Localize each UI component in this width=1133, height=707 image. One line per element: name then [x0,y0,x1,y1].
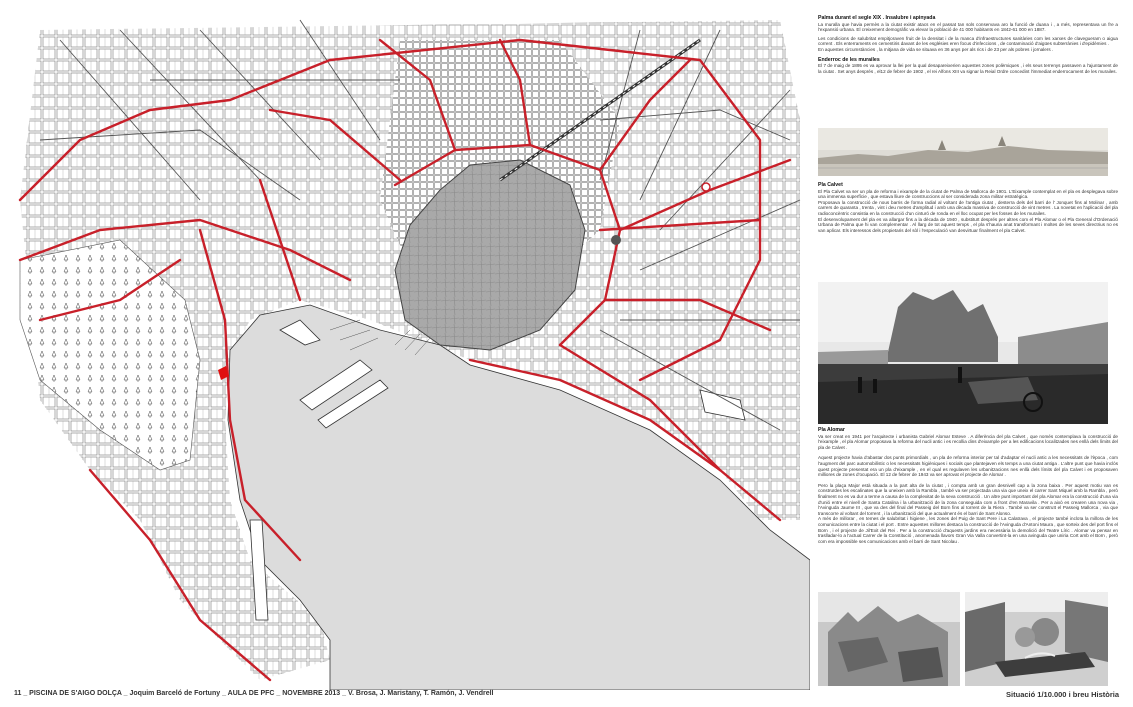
section-heading: Enderroc de les murailes [818,56,880,63]
alomar-column [818,428,1118,549]
roundabout [611,235,621,245]
history-column [818,16,1118,79]
section-paragraph: En aquestes circumstàncies , la mitjana de vida se situava en 36 anys per als rics i de 23 per als pobres i jornalers . [818,46,1054,52]
section-paragraph: Pero la plaça Major està situada a la part alta de la ciutat , i compta amb un gran desnivell cap a la zona baixa . Per aquest motiu van es construïdes les escalinates que la uneixen amb la Rambla , també va ser projectada una via que uneix el carrer Sant Miquel amb la Rambla , però finalment no es va dur a terme a causa de la complexitat de la seva construcció . Un altre punt important del pla Alomar era la construcció d'una via d'unió entre el nivell de Santa Catalina i la urbanització de la zona conseguida com a front d'en Maravila . Per a això es crearen una nova via , l'Avinguda Jaume III , que va des del final del Passeig del Born fins al torrent de la Riera . També va ser construït el Passeig Mallorca , via que transcorre al voltant del torrent , i la urbanització del que actualment és el barri de Sant Alonso. [818,482,1118,516]
section-paragraph: El 7 de maig de 1895 es va aprovar la llei per la qual desapareixerien aquestes zones polèmiques , i els seus terrenys passaven a l'ajuntament de la ciutat . Set anys després , el12 de febrer de 1902 , el rei Alfons XIII va signar la Reial Ordre concedint l'immediat enderrocament de les murailes. [818,63,1118,74]
section-paragraph: El desenvolupament del pla es va allargar fins a la dècada de 1940 , substituït després per altres com el Pla Alomar o el Pla General d'Ordenació Urbana de Palma que hi van complementar . Al llarg de tot aquest temps , el pla s'hauria anat transformant i moltes de les seves directrius no es van aplicar. Els interessos dels propietaris del sòl i l'especulació van desvirtuar finalment el pla Calvet. [818,216,1118,233]
panorama-engraving [818,128,1108,176]
footer-credits: 11 _ PISCINA DE S'AIGO DOLÇA _ Joquim Barceló de Fortuny _ AULA DE PFC _ NOVEMBRE 2013 _ V. Brosa, J. Maristany, T. Ramón, J. Vendrell [14,690,494,697]
plans-column [818,183,1118,238]
cathedral-photo [818,282,1108,424]
section-paragraph: Va ser creat en 1941 per l'arquitecte i urbanista Gabriel Alomar Esteve . A diferència del pla Calvet , que només contemplava la construcció de l'eixample , el pla Alomar proposava la reforma del nucli antic i es recollia dins d'eixample per a les edificacions localitzades nes enllà dels límits del pla de Calvet . [818,433,1118,450]
section-paragraph: A més de millorar , en temes de salubritat i higiene , les zones del Puig de Sant Pere i La Calatrava , el projecte també incloïa la millora de les comunicacions entre la ciutat i el port . Entre aquestes millores destaca la construcció de l'Avinguda d'Antoni Maura , que sorteix des del port fins el Born , i el projecte de Jil'Exit del Rei . Per a la construcció d'aquests jardins era necessària la demolició del Teatre Líric . Alomar va pensar en traslladar-lo a l'actual Carrer de la Constitució , anomenada llavors Gran Via Valla convertint-la en una avinguda que uniria Cort amb el Born , però com era impossible ses comunicacions amb el barri de Sant Nicolau . [818,516,1118,544]
section-paragraph: Proposava la construcció de nous barris de forma radial al voltant de l'antiga ciutat , desterra dels del barri de l' Jonquet fins al Molinar , amb carrers de quaranta , trenta , vint i deu metres d'amplitud i amb una dècada massiva de construcció de vint metres . La novetat en l'aplicació del pla radioconcèntric consistia en la construcció d'un cinturó de ronda en el lloc ocupat per les fosses de les murailes. [818,199,1118,216]
section-paragraph: Les condicions de salubritat empitjoraven fruit de la densitat i de la manca d'infraestructures sanitàries com les xarxes de clavegueram o aigua corrent . Els enterraments en cementiris davant de les esglésies eren focus d'infeccions , de contaminació d'aigües subterrànies i d'epidèmies . [818,35,1118,47]
section-heading: Pla Calvet [818,182,843,188]
section-paragraph: Aquest projecte havia d'abastar dos punts primordials , un pla de reforma interior per tal d'adaptar el nucli antic a les necessitats de l'època , com l'augment del parc automobilístic o les necessitats higièniques i socials que plantejaven els temps a una ciutat antiga . L'altre punt que havia inclòs quest projecte presentat era un pla d'eixample , en el qual es regulaven les urbanitzacions nes enllà dels límits del pla Calvet i es proposaven milliores de zones d'ocupació. El 12 de febrer de 1943 va ser aprovat el projecte de Alomar . [818,455,1118,478]
old-ruins-photo [818,592,960,686]
section-heading: Pla Alomar [818,427,845,433]
section-paragraph: El Pla Calvet va ser un pla de reforma i eixample de la ciutat de Palma de Mallorca de 1901. L'Eixample contemplat en el pla es desplegava sobre una immensa superfície , que estava lliure de construccions al ser considerada zona militar estratègica. [818,188,1118,200]
section-paragraph: La muralla que havia permès a la ciutat existir atacs en el passat tan sols conservava aro la funció de duana i , a més, representava un fre a l'expansió urbana. El creixement demogràfic va elevar la població de 41 000 habitants en 1842-61 000 en 1887. [818,21,1118,33]
footer-sheet-title: Situació 1/10.000 i breu Història [1006,690,1119,699]
bridge-street-photo [965,592,1108,686]
section-heading: Palma durant el segle XIX . Insalubre i apinyada [818,15,936,21]
roundabout [702,183,710,191]
